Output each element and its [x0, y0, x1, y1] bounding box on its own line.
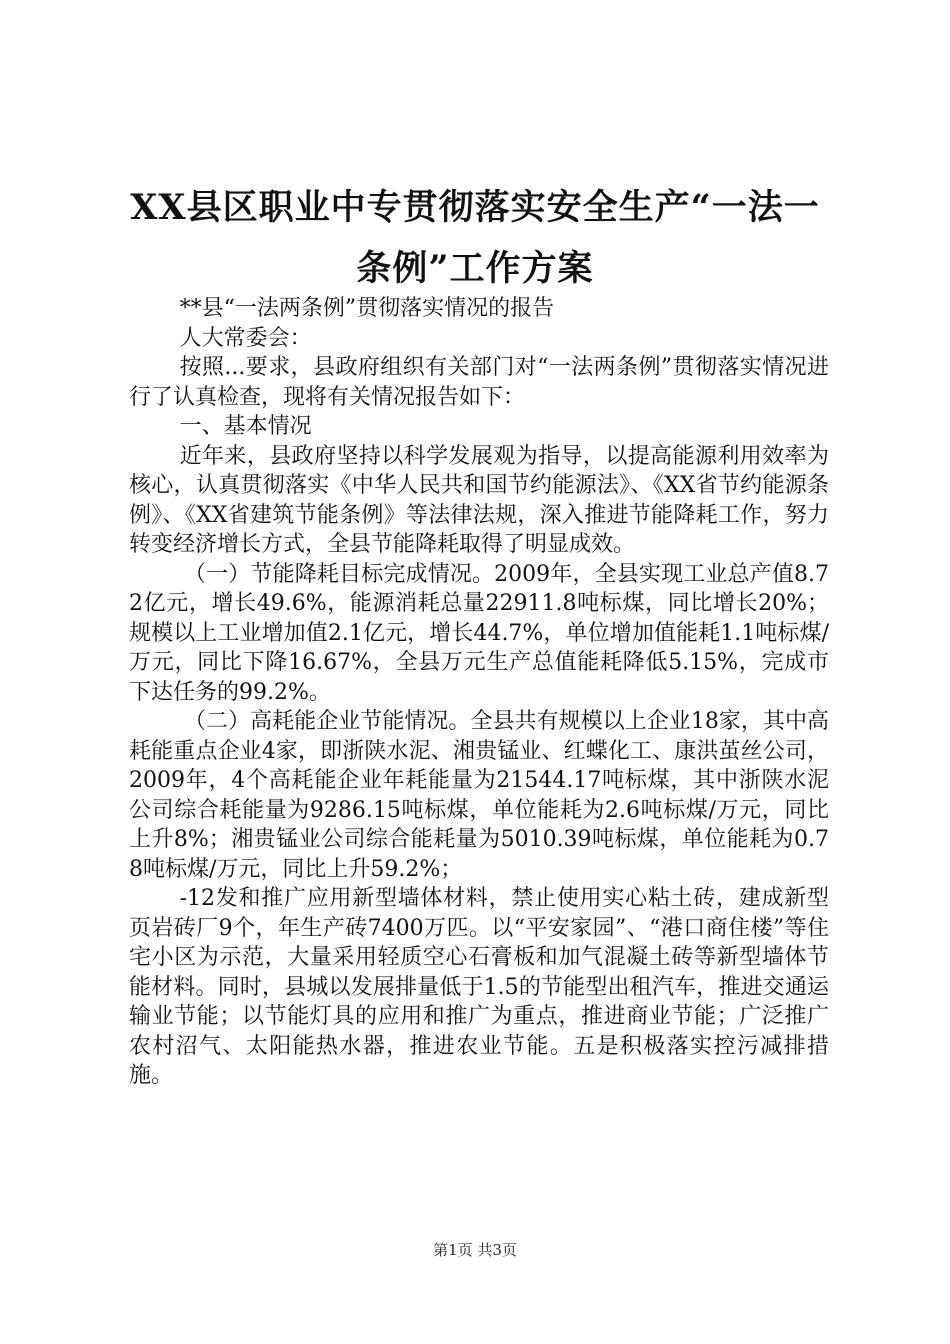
document-title-line2: 条例”工作方案	[356, 248, 594, 289]
section-heading: 一、基本情况	[179, 414, 312, 439]
body-paragraph: 近年来，县政府坚持以科学发展观为指导，以提高能源利用效率为核心，认真贯彻落实《中华人民共和国节约能源法》、《XX省节约能源条例》、《XX省建筑节能条例》等法律法规，深入推进节能降耗工作，努力转变经济增长方式，全县节能降耗取得了明显成效。	[129, 443, 829, 557]
body-paragraph: （二）高耗能企业节能情况。全县共有规模以上企业18家，其中高耗能重点企业4家，即浙陕水泥、湘贵锰业、红蝶化工、康洪茧丝公司，2009年，4个高耗能企业年耗能量为21544.17吨标煤，其中浙陕水泥公司综合耗能量为9286.15吨标煤，单位能耗为2.6吨标煤/万元，同比上升8%；湘贵锰业公司综合能耗量为5010.39吨标煤，单位能耗为0.78吨标煤/万元，同比上升59.2%；	[129, 709, 829, 882]
intro-paragraph: 按照...要求，县政府组织有关部门对“一法两条例”贯彻落实情况进行了认真检查，现将有关情况报告如下：	[129, 355, 829, 410]
body-paragraph: -12发和推广应用新型墙体材料，禁止使用实心粘土砖，建成新型页岩砖厂9个，年生产砖7400万匹。以“平安家园”、“港口商住楼”等住宅小区为示范，大量采用轻质空心石膏板和加气混凝土砖等新型墙体节能材料。同时，县城以发展排量低于1.5的节能型出租汽车，推进交通运输业节能；以节能灯具的应用和推广为重点，推进商业节能；广泛推广农村沼气、太阳能热水器，推进农业节能。五是积极落实控污减排措施。	[129, 886, 829, 1088]
document-title-line1: XX县区职业中专贯彻落实安全生产“一法一	[130, 187, 820, 228]
salutation: 人大常委会：	[179, 325, 312, 351]
page-footer: 第1页 共3页	[433, 1241, 517, 1259]
report-heading: **县“一法两条例”贯彻落实情况的报告	[179, 296, 555, 321]
body-paragraph: （一）节能降耗目标完成情况。2009年，全县实现工业总产值8.72亿元，增长49.6%，能源消耗总量22911.8吨标煤，同比增长20%；规模以上工业增加值2.1亿元，增长44.7%，单位增加值能耗1.1吨标煤/万元，同比下降16.67%，全县万元生产总值能耗降低5.15%，完成市下达任务的99.2%。	[129, 561, 829, 705]
document-body	[129, 294, 829, 1091]
